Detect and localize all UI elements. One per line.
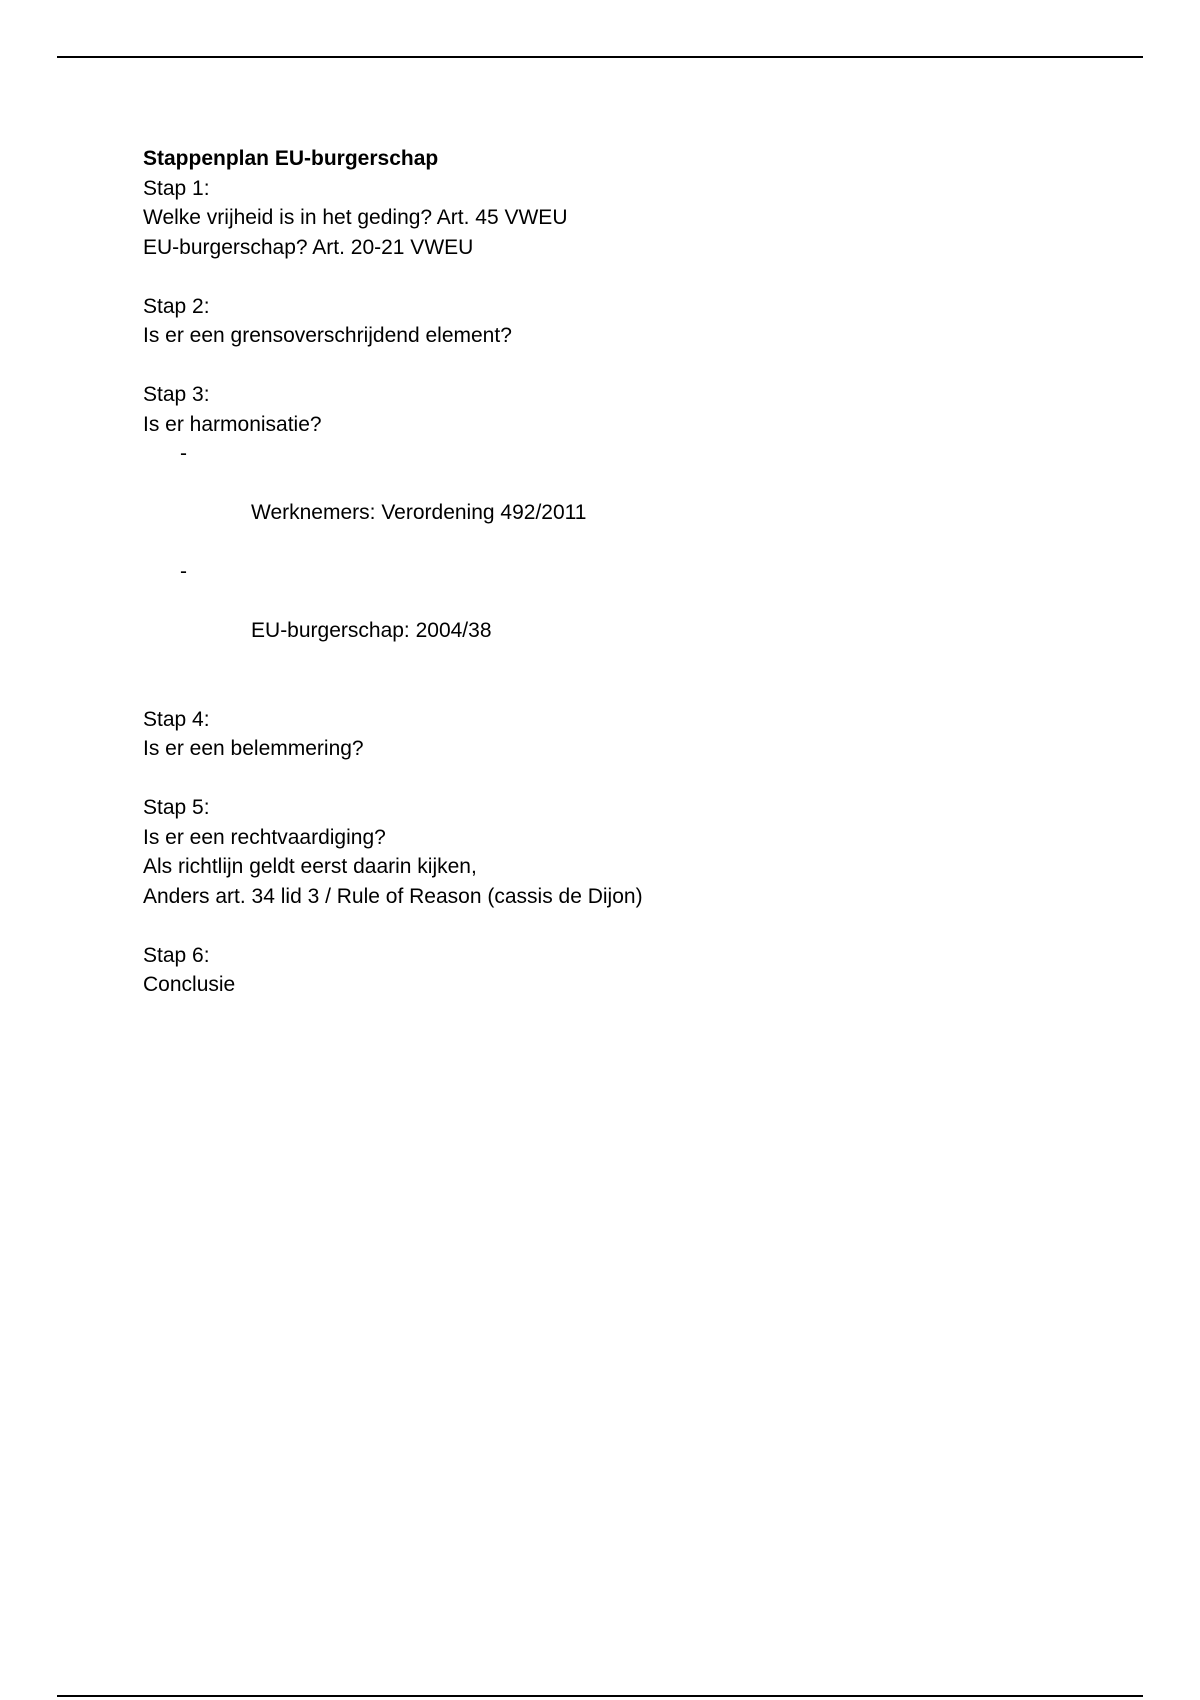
blank-line bbox=[143, 351, 1043, 381]
blank-line bbox=[143, 764, 1043, 794]
bullet-text: Werknemers: Verordening 492/2011 bbox=[251, 501, 587, 524]
step-text: Als richtlijn geldt eerst daarin kijken, bbox=[143, 855, 477, 878]
step-heading: Stap 2: bbox=[143, 294, 210, 318]
bullet-item bbox=[143, 557, 1043, 675]
step-heading: Stap 1: bbox=[143, 176, 210, 200]
bullet-dash: - bbox=[180, 442, 187, 465]
blank-line bbox=[143, 911, 1043, 941]
document-body bbox=[143, 144, 1043, 1000]
step-6 bbox=[143, 941, 1043, 1000]
step-text: Is er een grensoverschrijdend element? bbox=[143, 324, 512, 347]
step-text: EU-burgerschap? Art. 20-21 VWEU bbox=[143, 235, 474, 259]
step-3 bbox=[143, 380, 1043, 675]
step-heading: Stap 3: bbox=[143, 383, 210, 406]
blank-line bbox=[143, 262, 1043, 292]
header-rule bbox=[57, 56, 1143, 58]
step-text: Is er een belemmering? bbox=[143, 737, 364, 760]
step-5 bbox=[143, 793, 1043, 911]
step-heading: Stap 4: bbox=[143, 707, 210, 731]
step-heading: Stap 5: bbox=[143, 796, 210, 819]
document-title: Stappenplan EU-burgerschap bbox=[143, 147, 439, 170]
bullet-text: EU-burgerschap: 2004/38 bbox=[251, 619, 492, 642]
step-2 bbox=[143, 292, 1043, 351]
bullet-item bbox=[143, 439, 1043, 557]
step-text: Anders art. 34 lid 3 / Rule of Reason (cassis de Dijon) bbox=[143, 884, 643, 908]
bullet-dash: - bbox=[180, 560, 187, 583]
step-text: Conclusie bbox=[143, 973, 236, 996]
step-1 bbox=[143, 174, 1043, 263]
footer-rule bbox=[57, 1695, 1143, 1697]
step-heading: Stap 6: bbox=[143, 943, 210, 967]
step-text: Is er harmonisatie? bbox=[143, 412, 322, 436]
blank-line bbox=[143, 675, 1043, 705]
step-4 bbox=[143, 705, 1043, 764]
step-text: Is er een rechtvaardiging? bbox=[143, 825, 386, 849]
step-text: Welke vrijheid is in het geding? Art. 45 VWEU bbox=[143, 206, 568, 229]
